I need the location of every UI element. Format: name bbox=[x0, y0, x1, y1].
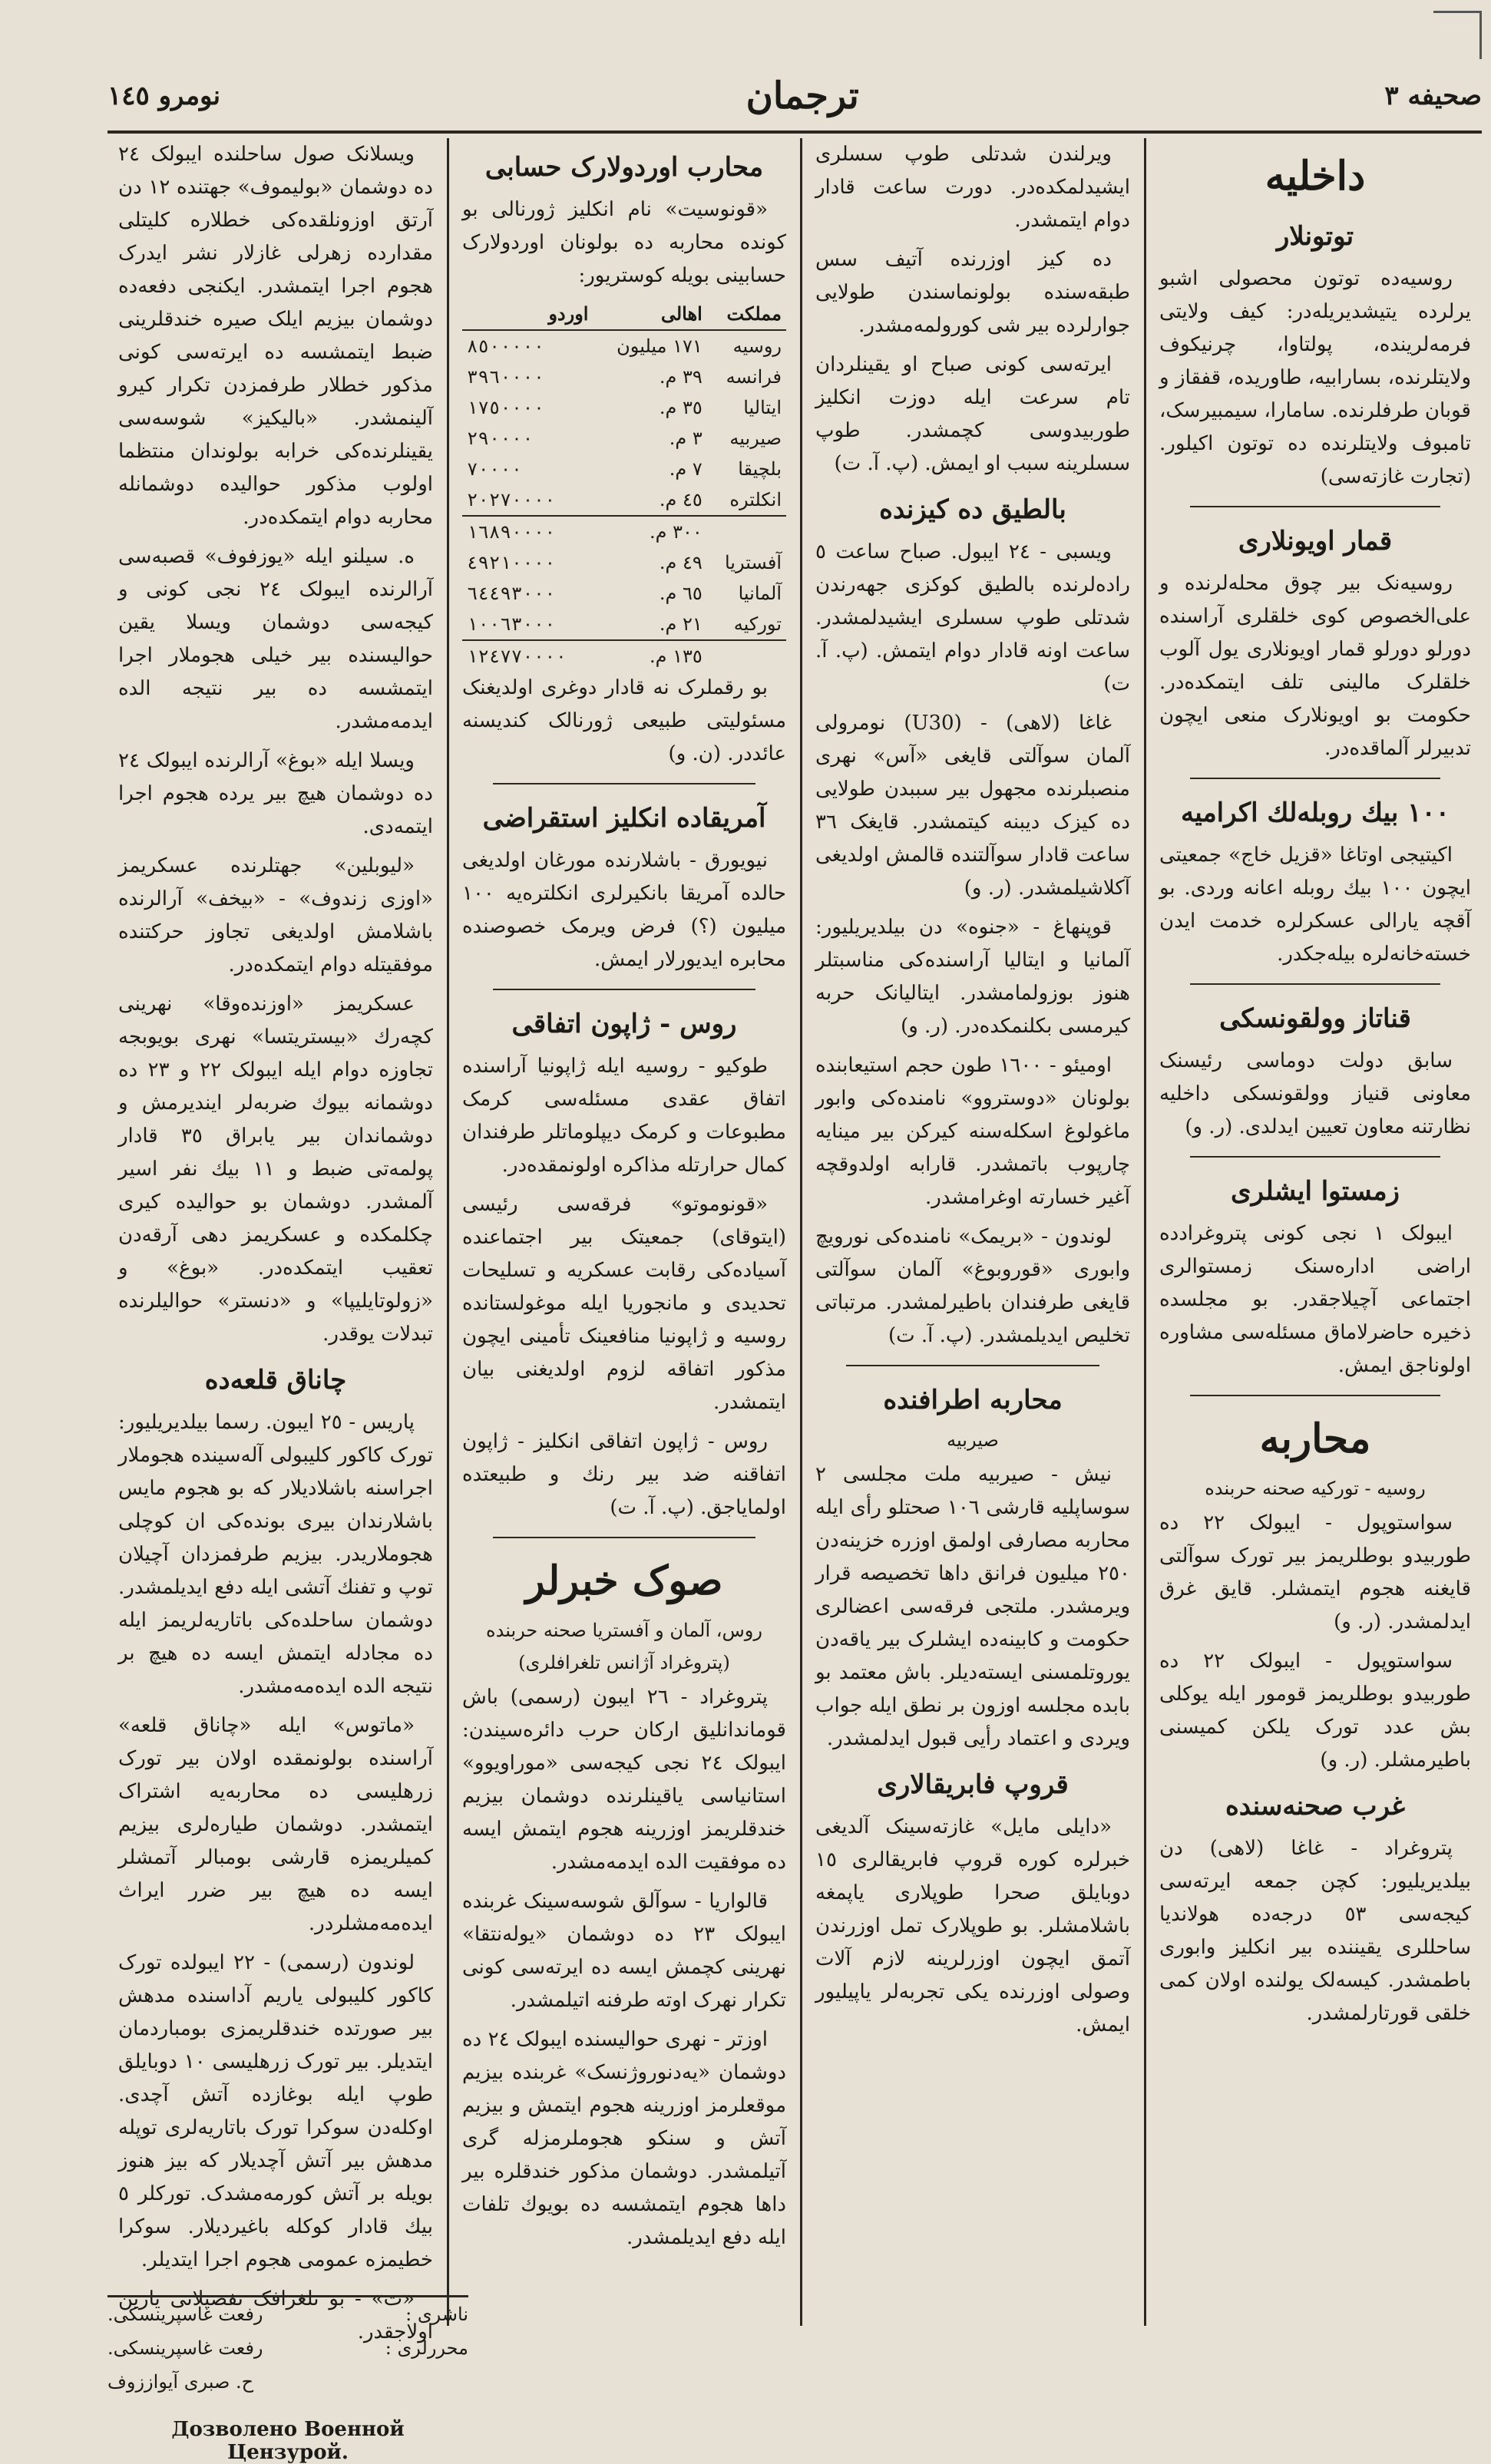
article-body: ویسلانک صول ساحلنده ایبولک ٢٤ ده دوشمان «بولیموف» جهتنده ١٢ دن آرتق اوزونلقده‌کی خطلاره کلیتلی مقدارده زهرلی غازلار نشر ایدرک هجوم اجرا ایتمشدر. ایکنجی دفعه‌ده دوشمان بیزیم ایلک صیره خندقلرینی ضبط ایتمشسه ده ایرته‌سی کونی مذکور خطلار طرفمزدن تکرار کیرو آلینمشدر. «بالیکیز» شوسه‌سی یقینلرنده‌کی خرابه بولوندان منتظما اولوب مذکور حوالیده دوشمانله محاربه دوام ایتمکده‌در. bbox=[118, 143, 433, 529]
article-body: «قونوسیت» نام انکلیز ژورنالی بو کونده محاربه ده بولونان اوردولارک حسابینی بویله کوستریور: bbox=[462, 198, 786, 287]
article-body: سواستوپول - ایبولک ٢٢ ده طوربیدو بوطلریمز قومور ایله یوکلی بش عدد تورک یلکن کمیسنی باطیرمشلر. (ر. و) bbox=[1159, 1650, 1471, 1772]
divider bbox=[493, 1537, 755, 1538]
table-subtotal-row bbox=[462, 516, 786, 547]
table-row bbox=[462, 484, 786, 516]
column-rule bbox=[800, 138, 802, 2326]
population-cell: ٧ م. bbox=[669, 458, 703, 480]
article-title: قروپ فابریقالاری bbox=[877, 1769, 1069, 1800]
section-subheading: روس، آلمان و آفستریا صحنه‌ حربنده bbox=[486, 1620, 762, 1641]
army-cell: ٦٤٤٩٣٠٠٠ bbox=[467, 583, 556, 604]
population-cell: ٢١ م. bbox=[659, 613, 703, 635]
article-body: پتروغراد - غاغا (لاهی) دن بیلدیریلیور: کچن جمعه ایرته‌سی کیجه‌سی ٥٣ درجه‌ده هولاندیا ساحللری یقیننده بیر انکلیز وابوری باطمشدر. کیسه‌لک یولنده اولان کمی خلقی قورتارلمشدر. bbox=[1159, 1837, 1472, 2025]
army-cell: ٤٩٢١٠٠٠٠ bbox=[467, 552, 556, 573]
table-row bbox=[462, 454, 786, 484]
section-heading-latest-news: صوک خبرلر bbox=[525, 1557, 723, 1604]
country-cell: آفستریا bbox=[724, 552, 782, 573]
army-cell: ٢٩٠٠٠٠ bbox=[467, 428, 534, 449]
army-cell: ٨٥٠٠٠٠٠ bbox=[467, 335, 545, 357]
country-cell: ایتالیا bbox=[743, 397, 782, 418]
article-body: روسیه‌نک بیر چوق محله‌لرنده و علی‌الخصوص کوی خلقلری آراسنده دورلو دورلو قمار اویونلاری یول آلوب خلقلرک مالینی تلف ایتمکده‌در. حکومت بو اویونلارک منعی ایچون تدبیرلر آلماقده‌در. bbox=[1159, 572, 1471, 760]
subtotal-army: ١٢٤٧٧٠٠٠٠ bbox=[462, 640, 593, 672]
section-heading-domestic: داخلیه bbox=[1265, 153, 1366, 200]
article-title: ١٠٠ بیك روبله‌لك اکرامیه bbox=[1180, 798, 1450, 828]
column-header: اوردو bbox=[462, 299, 593, 330]
editors-label: محررلری : bbox=[385, 2337, 468, 2359]
divider bbox=[1190, 1156, 1440, 1158]
article-title: آمریقاده انکلیز استقراضی bbox=[482, 803, 766, 834]
article-body: ویسبی - ٢٤ ایبول. صباح ساعت ٥ راده‌لرنده بالطیق کوکزی جهه‌رندن شدتلی طوپ سسلری ایشیدلمشدر. ساعت اونه قادار دوام ایتمش. (پ. آ. ت) bbox=[815, 540, 1130, 695]
country-cell: صیربیه bbox=[729, 428, 782, 449]
article-body: «قونوموتو» فرقه‌سی رئیسی (ایتوقای) جمعیتک بیر اجتماعنده آسیاده‌کی رقابت عسکریه و تسلیحات تحدیدی و مانجوریا ایله موغولستانده روسیه و ژاپونیا منافعینک تأمینی ایچون مذکور اتفاقه لزوم اولدیغنی بیان ایتمشدر. bbox=[462, 1193, 786, 1414]
article-body: نیویورق - باشلارنده مورغان اولدیغی حالده آمریقا بانکیرلری انکلتره‌یه ١٠٠ میلیون (؟) فرض ویرمک خصوصنده محابره ایدیورلار ایمش. bbox=[462, 849, 786, 971]
column-header: مملکت bbox=[707, 299, 786, 330]
population-cell: ٣ م. bbox=[669, 428, 703, 449]
table-row bbox=[462, 423, 786, 454]
section-heading-war: محاربه bbox=[1259, 1415, 1371, 1462]
article-body: روسیه‌ده توتون محصولی اشبو یرلرده‌ یتیشدیریله‌در: کیف ولایتی فرمه‌لرینده، پولتاوا، چرنیکوف ولایتلرنده، بسارابیه، طاوریده، قفقاز و قوبان طرفلرنده. سامارا، سیمبیرسک، تامبوف ولایتلرنده ده توتون اکیلور. (تجارت غازته‌سی) bbox=[1159, 267, 1471, 488]
publisher-name: رفعت غاسپرینسکی. bbox=[107, 2304, 263, 2325]
page-corner-mark bbox=[1433, 11, 1482, 59]
article-title: زمستوا ایشلری bbox=[1231, 1176, 1400, 1207]
article-body: اومیئو - ١٦٠٠ طون حجم استیعابنده بولونان «دوستروو» نامنده‌کی وابور ماغولوغ اسکله‌سنه کیرکن بیر مینایه چارپوب باتمشدر. قارابه اولدوقچه آغیر خسارته اوغرامشدر. bbox=[815, 1054, 1130, 1209]
article-title: غرب صحنه‌سنده bbox=[1225, 1791, 1406, 1822]
article-body: «ت» - بو تلغرافک تفصیلاتی یارین اولاجقدر. bbox=[118, 2287, 433, 2343]
divider bbox=[1190, 1395, 1440, 1396]
population-cell: ٣٥ م. bbox=[659, 397, 703, 418]
masthead-title: ترجمان bbox=[746, 74, 859, 117]
table-header-row bbox=[462, 299, 786, 330]
article-body: ویرلندن شدتلی طوپ سسلری ایشیدلمکده‌در. دورت ساعت قادار دوام ایتمشدر. bbox=[815, 143, 1130, 232]
divider bbox=[1190, 778, 1440, 779]
column-armies bbox=[451, 138, 797, 2395]
country-cell: انکلتره bbox=[729, 489, 782, 510]
army-statistics-table bbox=[462, 299, 786, 672]
article-body: نیش - صیربیه ملت مجلسی ٢ سوساپلیه قارشی ١٠٦ صحتلو رأی ایله محاربه مصارفی اولمق اوزره خزینه‌دن ٢٥٠ میلیون فرانق داها تخصیصه قرار ویرمشدر. ملتجی فرقه‌سی اعضالری حکومت و کابینه‌ده ایشلرک بیر یاقه‌دن یوروتلمسنی ایسته‌دیلر. باش معتمد بو بابده مجلسه اوزون بر نطق ایله جواب ویردی و اعتماد رأیی قبول ایدلمشدر. bbox=[815, 1463, 1130, 1750]
article-body: اکیتیجی اوتاغا «قزیل خاج» جمعیتی ایچون ١٠٠ بیك روبله اعانه وردی. بو آقچه یارالی عسکرلره خدمت ایدن خسته‌خانه‌لره بیله‌جکدر. bbox=[1159, 844, 1471, 966]
article-note: بو رقملرک نه قادار دوغری اولدیغنک مسئولیتی طبیعی ژورنالک کندیسنه عائددر. (ن. و) bbox=[462, 676, 786, 765]
table-row bbox=[462, 547, 786, 578]
publisher-row bbox=[107, 2297, 468, 2331]
article-body: لوندون - «بریمک» نامنده‌کی نورویچ وابوری «قوروبوغ» آلمان سوآلتی قایغی طرفندان باطیرلمشدر. مرتباتی تخلیص ایدیلمشدر. (پ. آ. ت) bbox=[815, 1225, 1130, 1347]
article-body: ویسلا ایله «بوغ» آرالرنده ایبولک ٢٤ ده دوشمان هیچ بیر یرده هجوم اجرا ایتمه‌دی. bbox=[118, 749, 433, 838]
page-number: صحیفه ٣ bbox=[1384, 81, 1482, 111]
article-title: بالطیق ده کیزنده bbox=[879, 494, 1066, 525]
censorship-notice: Дозволено Военной Цензурой. bbox=[171, 2418, 405, 2464]
divider bbox=[493, 783, 755, 784]
column-news bbox=[805, 138, 1141, 2395]
issue-number: نومرو ١٤٥ bbox=[107, 81, 221, 111]
imprint-box bbox=[107, 2295, 468, 2399]
divider bbox=[493, 989, 755, 990]
population-cell: ١٧١ میلیون bbox=[617, 335, 703, 357]
country-cell: بلچیقا bbox=[738, 458, 782, 480]
army-cell: ١٧٥٠٠٠٠ bbox=[467, 397, 545, 418]
editors-row-2 bbox=[107, 2365, 468, 2399]
article-body: ایبولک ١ نجی کونی پتروغرادده اراضی اداره‌سنک زمستوالری اجتماعی آچیلاجقدر. بو مجلسده ذخیره حاضرلاماق مسئله‌سی مشاوره اولوناجق ایمش. bbox=[1159, 1222, 1471, 1377]
article-body: اوزتر - نهری حوالیسنده ایبولک ٢٤ ده دوشمان «یه‌دنوروژنسک» غربنده بیزیم موقعلرمز اوزرینه هجوم ایتمش و بیزیم آتش و سنکو هجوملرمزله گری آتیلمشدر. دوشمان مذکور خندقلره بیر داها هجوم ایتمشسه ده بویوك تلفات ایله دفع ایدیلمشدر. bbox=[462, 2028, 786, 2249]
divider bbox=[846, 1365, 1099, 1366]
country-cell: تورکیه bbox=[733, 613, 782, 635]
publisher-label: ناشری : bbox=[405, 2304, 468, 2325]
country-cell: روسیه bbox=[732, 335, 782, 357]
table-subtotal-row bbox=[462, 640, 786, 672]
section-subheading: روسیه - تورکیه صحنه‌ حربنده bbox=[1205, 1478, 1426, 1499]
editors-row bbox=[107, 2331, 468, 2365]
army-cell: ١٠٠٦٣٠٠٠ bbox=[467, 613, 556, 635]
article-title: محاربه اطرافنده bbox=[883, 1385, 1063, 1415]
population-cell: ٦٥ م. bbox=[659, 583, 703, 604]
editor-name: ح. صبری آیواززوف bbox=[107, 2371, 254, 2393]
population-cell: ٤٥ م. bbox=[659, 489, 703, 510]
section-source: (پتروغراد آژانس تلغرافلری) bbox=[518, 1652, 730, 1673]
table-row bbox=[462, 578, 786, 609]
article-title: محارب اوردولارک حسابی bbox=[484, 152, 764, 183]
article-body: قوپنهاغ - «جنوه» دن بیلدیریلیور: آلمانیا و ایتالیا آراسنده‌کی مناسبتلر هنوز بوزولمامشدر. ایتالیانک حربه کیرمسی بکلنمکده‌در. (ر. و) bbox=[815, 916, 1130, 1038]
army-cell: ٢٠٢٧٠٠٠٠ bbox=[467, 489, 556, 510]
table-row bbox=[462, 330, 786, 362]
article-body: قالواریا - سوآلق شوسه‌سینک غربنده ایبولک ٢٣ ده دوشمان «یوله‌نتقا» نهرینی کچمش ایسه ده ایرته‌سی کونی تکرار نهرک اوته طرفنه اتیلمشدر. bbox=[462, 1890, 786, 2012]
article-body: ده کیز اوزرنده آتیف سس طبقه‌سنده بولونماسندن طولایی جوارلرده بیر شی کورولمه‌مشدر. bbox=[815, 248, 1130, 337]
country-cell: فرانسه bbox=[726, 366, 782, 388]
article-body: روس - ژاپون اتفاقی انکلیز - ژاپون اتفاقنه ضد بیر رنك و طبیعتده اولمایاجق. (پ. آ. ت) bbox=[462, 1430, 786, 1519]
population-cell: ٤٩ م. bbox=[659, 552, 703, 573]
country-cell: آلمانیا bbox=[738, 583, 782, 604]
column-rule bbox=[447, 138, 449, 2326]
article-title: توتونلار bbox=[1276, 221, 1354, 252]
subtotal-population: ٣٠٠ م. bbox=[593, 516, 706, 547]
page-header bbox=[107, 61, 1482, 134]
article-body: پاریس - ٢٥ ایبون. رسما بیلدیریلیور: تورک کاکور کلیبولی آله‌سینده هجوملار اجراسنه باشلادیلار که بو هجوم مایس باشلارندان بیری بونده‌کی ان کوچلی هجوملاریدر. بیزیم طرفمزدان آچیلان توپ و تفنك آتشی ایله دفع ایدیلمشدر. دوشمان ساحلده‌کی باتاریه‌لریمز ایله ده مجادله ایتمش ایسه ده هیچ بر نتیجه الده ایده‌مه‌مشدر. bbox=[118, 1411, 433, 1698]
subtotal-population: ١٣٥ م. bbox=[593, 640, 706, 672]
army-cell: ٣٩٦٠٠٠٠ bbox=[467, 366, 545, 388]
article-body: «دایلی مایل» غازته‌سینک آلدیغی خبرلره کوره قروپ فابریقالری ١٥ دوبایلق صحرا طوپلاری یاپمغه باشلامشلر. بو طوپلارک تمل اوزرندن آتمق ایچون اوزرلرینه لازم آلات وصولی اوزرنده یکی تجربه‌لر یاپیلیور ایمش. bbox=[815, 1815, 1130, 2036]
article-body: طوکیو - روسیه ایله ژاپونیا آراسنده اتفاق عقدی مسئله‌سی کرمک مطبوعات و کرمک دیپلوماتلر طرفندان کمال حرارتله مذاکره اولونمقده‌در. bbox=[462, 1055, 786, 1177]
article-body: ه. سیلنو ایله «یوزفوف» قصبه‌سی آرالرنده ایبولک ٢٤ نجی کونی و کیجه‌سی دوشمان ویسلا یقین حوالیسنده بیر خیلی هجوملار اجرا ایتمشسه ده بیر نتیجه الده ایدمه‌مشدر. bbox=[118, 545, 433, 733]
article-title: قمار اویونلاری bbox=[1238, 526, 1393, 557]
article-body: «ماتوس» ایله «چاناق قلعه» آراسنده بولونمقده اولان بیر تورک زرهلیسی ده محاربه‌یه اشتراک ایتمشدر. دوشمان طیاره‌لری بیزیم کمیلریمزه قارشی بومبالر آتمشلر ایسه ده هیچ بیر ضرر ایراث ایده‌مه‌مشلردر. bbox=[118, 1714, 433, 1935]
article-body: سابق دولت دوماسی رئیسنک معاونی قنیاز وولقونسکی داخلیه نظارتنه معاون تعیین ایدلدی. (ر. و) bbox=[1159, 1049, 1471, 1138]
article-body: لوندون (رسمی) - ٢٢ ایبولده تورک کاکور کلیبولی یاریم آداسنده مدهش بیر صورتده خندقلریمزی بومباردمان ایتدیلر. بیر تورک زرهلیسی ١٠ دوبایلق طوپ ایله بوغازده آتش آچدی. اوکله‌دن سوکرا تورک باتاریه‌لری توپله مدهش بیر آتش آچدیلار که بیز هنوز بویله بر آتش کورمه‌مشدک. تورکلر ٥ بیك قادار کوکله باغیردیلار. سوکرا خطیمزه عمومی هجوم اجرا ایتدیلر. bbox=[118, 1951, 433, 2271]
table-row bbox=[462, 392, 786, 423]
divider bbox=[1190, 506, 1440, 507]
column-rule bbox=[1144, 138, 1146, 2326]
article-title: روس - ژاپون اتفاقی bbox=[511, 1009, 737, 1039]
article-body: سواستوپول - ایبولک ٢٢ ده طوربیدو بوطلریمز بیر تورک سوآلتی قایغنه هجوم ایتمشلر. قایق غرق ایدلمشدر. (ر. و) bbox=[1159, 1511, 1471, 1633]
table-row bbox=[462, 609, 786, 640]
article-body: عسکریمز «اوزنده‌وقا» نهرینی کچه‌رك «بیستریتسا» نهری بویوبجه تجاوزه دوام ایله ایبولک ٢٢ و ٢٣ ده دوشمانه بیوك ضربه‌لر ایندیرمش و دوشماندان بیر یابراق ٣٥ قادار پولمه‌تی ضبط و ١١ بیك نفر اسیر آلمشدر. دوشمان بو حوالیده کیری چکلمکده و عسکریمز دهی آرقه‌دن تعقیب ایتمکده‌در. «بوغ» و «زولوتایلیپا» و «دنستر» حوالیلرنده تبدلات یوقدر. bbox=[118, 993, 433, 1346]
editor-name: رفعت غاسپرینسکی. bbox=[107, 2337, 263, 2359]
subtotal-army: ١٦٨٩٠٠٠٠ bbox=[462, 516, 593, 547]
article-body: ایرته‌سی کونی صباح او یقینلردان تام سرعت ایله دوزت انکلیز طوربیدوسی کچمشدر. طوپ سسلرینه سبب او ایمش. (پ. آ. ت) bbox=[815, 353, 1130, 475]
army-cell: ٧٠٠٠٠ bbox=[467, 458, 523, 480]
divider bbox=[1190, 983, 1440, 985]
table-row bbox=[462, 362, 786, 392]
column-domestic bbox=[1149, 138, 1482, 2395]
article-title: قناتاز وولقونسکی bbox=[1219, 1003, 1411, 1034]
article-body: «لیوبلین» جهتلرنده عسکریمز «اوزی زندوف» - «بیخف» آرالرنده باشلامش اولدیغی تجاوز حرکتنده موفقیتله دوام ایتمکده‌در. bbox=[118, 854, 433, 976]
column-header: اهالی bbox=[593, 299, 706, 330]
article-body: غاغا (لاهی) - (U30) نومرولی آلمان سوآلتی قایغی «آس» نهری منصبلرنده مجهول بیر سببدن طولایی ده کیزک دیبنه کیتمشدر. قایغک ٣٦ ساعت قادار سوآلتنده قالمش اولدیغی آکلاشیلمشدر. (ر. و) bbox=[815, 712, 1130, 900]
article-title: چاناق قلعه‌ده bbox=[204, 1365, 347, 1395]
article-subtitle: صیربیه bbox=[947, 1429, 999, 1451]
article-body: پتروغراد - ٢٦ ایبون (رسمی) باش قوماندانلیق ارکان حرب دائره‌سیندن: ایبولک ٢٤ نجی کیجه‌سی «موراویوو» استانیاسی یاقینلرنده دوشمان بیزیم خندقلریمز اوزرینه هجوم ایتمش ایسه ده موفقیت الده ایدمه‌مشدر. bbox=[462, 1686, 786, 1874]
population-cell: ٣٩ م. bbox=[659, 366, 703, 388]
